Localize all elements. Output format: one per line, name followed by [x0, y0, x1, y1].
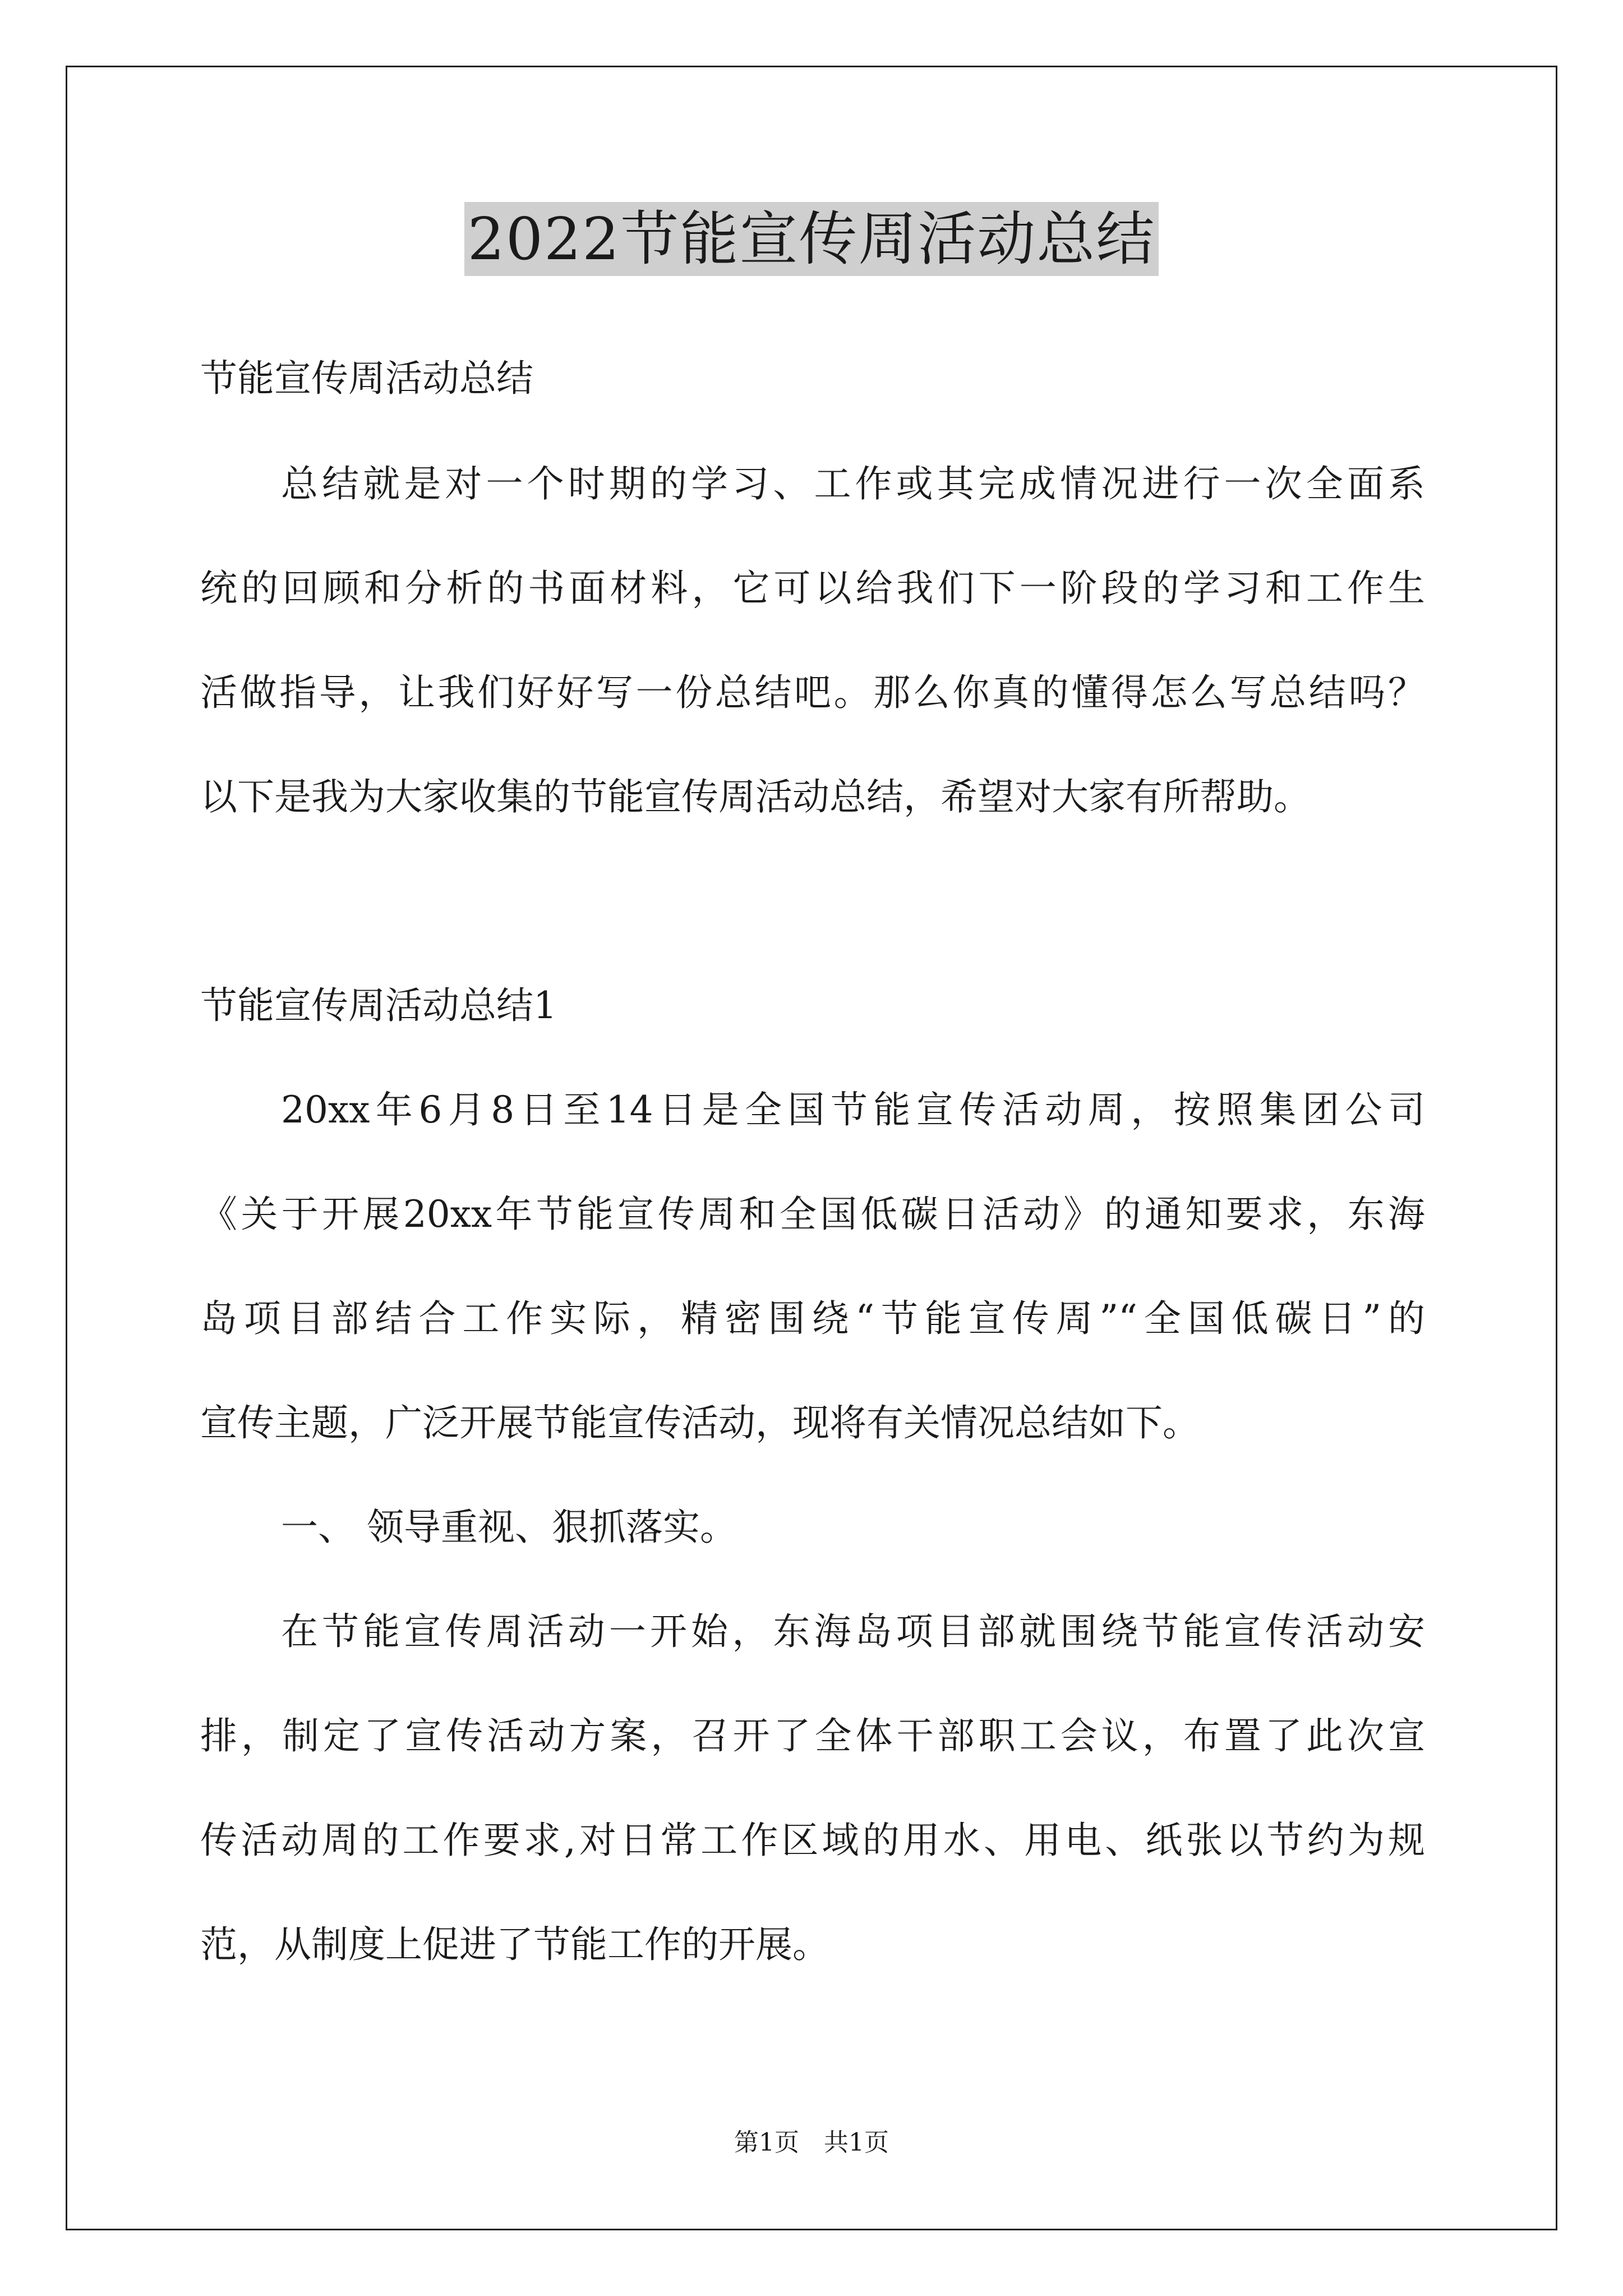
section-heading: 节能宣传周活动总结1	[200, 984, 557, 1027]
intro-line: 总结就是对一个时期的学习、工作或其完成情况进行一次全面系	[281, 462, 1425, 505]
section-line: 《关于开展20xx年节能宣传周和全国低碳日活动》的通知要求，东海	[200, 1193, 1425, 1236]
point-line: 排，制定了宣传活动方案，召开了全体干部职工会议，布置了此次宣	[200, 1714, 1425, 1757]
section-line: 20xx年6月8日至14日是全国节能宣传活动周，按照集团公司	[281, 1088, 1425, 1131]
point-line: 传活动周的工作要求,对日常工作区域的用水、用电、纸张以节约为规	[200, 1819, 1425, 1862]
point-line: 在节能宣传周活动一开始，东海岛项目部就围绕节能宣传活动安	[281, 1610, 1425, 1653]
section-line: 岛项目部结合工作实际，精密围绕“节能宣传周”“全国低碳日”的	[200, 1297, 1425, 1340]
document-subtitle: 节能宣传周活动总结	[200, 357, 533, 400]
intro-line: 以下是我为大家收集的节能宣传周活动总结，希望对大家有所帮助。	[200, 775, 1311, 818]
point-heading: 一、 领导重视、狠抓落实。	[281, 1506, 737, 1549]
intro-line: 活做指导，让我们好好写一份总结吧。那么你真的懂得怎么写总结吗？	[200, 671, 1425, 714]
document-title: 2022节能宣传周活动总结	[464, 202, 1159, 276]
intro-line: 统的回顾和分析的书面材料，它可以给我们下一阶段的学习和工作生	[200, 567, 1425, 610]
title-container	[0, 202, 1623, 276]
section-line: 宣传主题，广泛开展节能宣传活动，现将有关情况总结如下。	[200, 1401, 1200, 1444]
point-line: 范，从制度上促进了节能工作的开展。	[200, 1923, 829, 1966]
page-footer: 第1页 共1页	[734, 2128, 889, 2157]
